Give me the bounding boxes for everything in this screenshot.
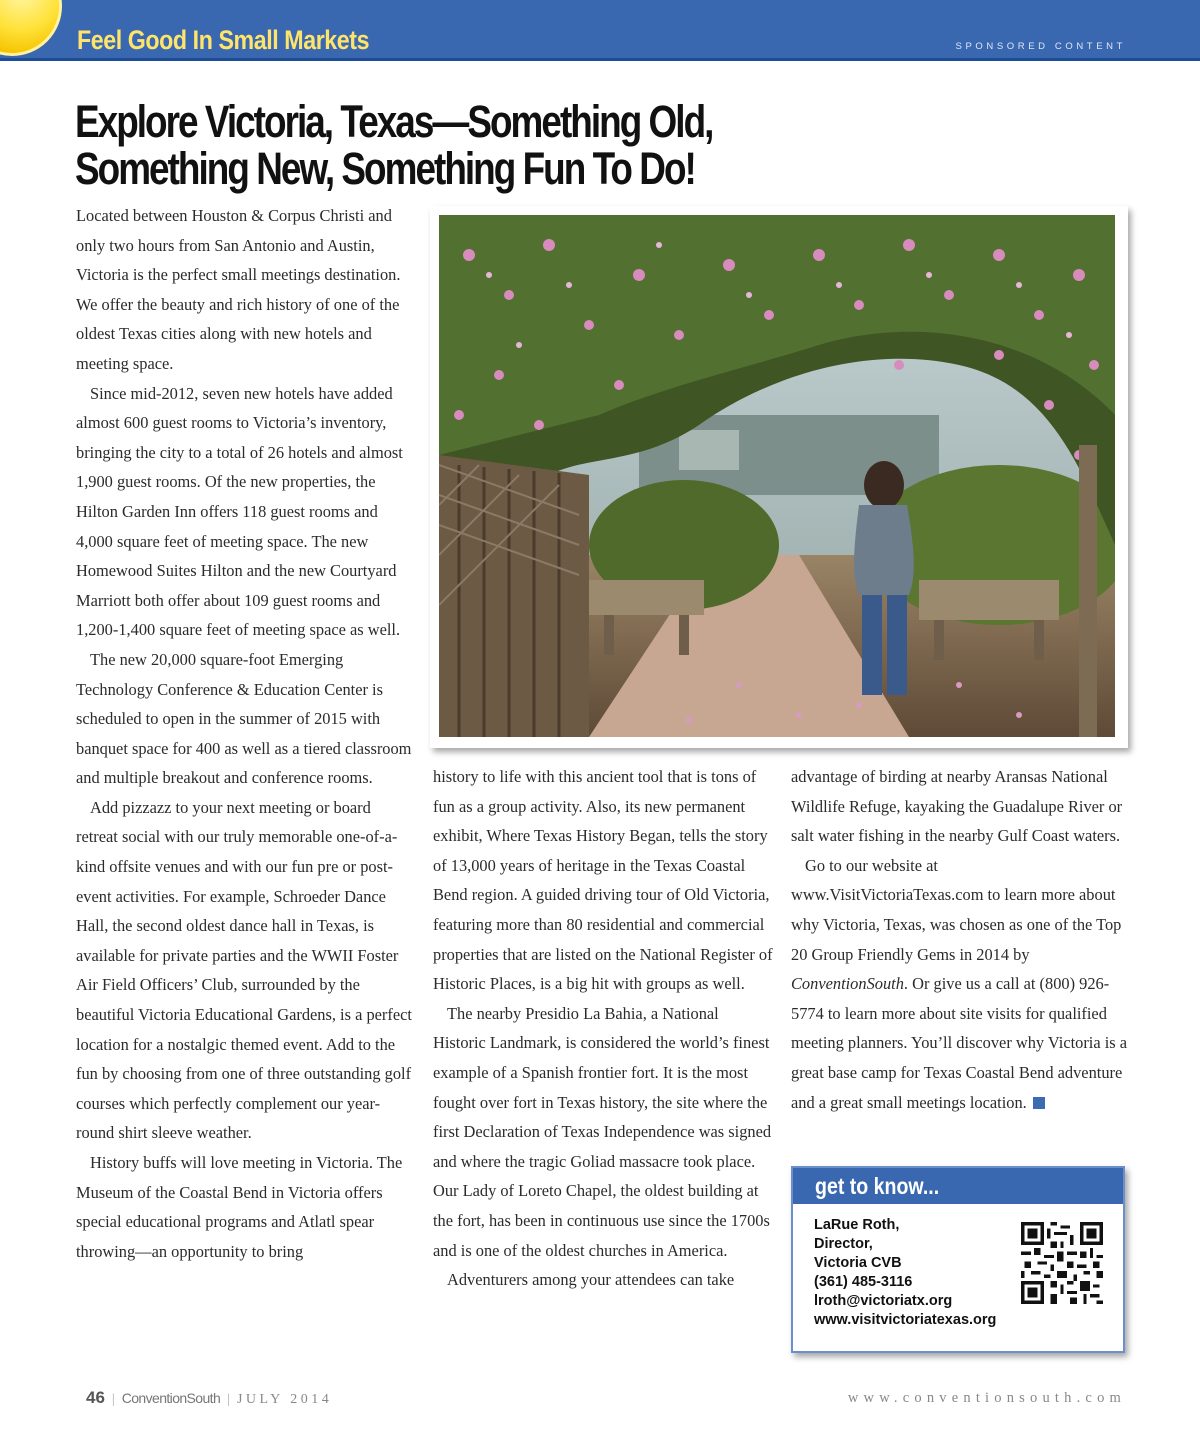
publication-name: ConventionSouth: [121, 1390, 221, 1406]
footer-website[interactable]: www.conventionsouth.com: [847, 1390, 1126, 1406]
paragraph: [791, 851, 1131, 1117]
contact-details: [814, 1216, 996, 1330]
paragraph: Add pizzazz to your next meeting or board retreat social with our truly memorable one-of-a-kind offsite venues and with our fun pre or post-event activities. For example, Schroeder Dance Hall, the second oldest dance hall in Texas, is available for private parties and the WWII Foster Air Field Officers’ Club, surrounded by the beautiful Victoria Educational Gardens, is a perfect location for a nostalgic themed event. Add to the fun by choosing from one of three outstanding golf courses which perfectly complement our year-round shirt sleeve weather.: [76, 797, 412, 1143]
paragraph: advantage of birding at nearby Aransas National Wildlife Refuge, kayaking the Guadalupe River or salt water fishing in the nearby Gulf Coast waters.: [791, 767, 1123, 846]
article-column-2: [433, 762, 773, 1295]
paragraph: The nearby Presidio La Bahia, a National Historic Landmark, is considered the world’s finest example of a Spanish frontier fort. It is the most fought over fort in Texas history, the site where the first Declaration of Texas Independence was signed and where the tragic Goliad massacre took place. Our Lady of Loreto Chapel, the oldest building at the fort, has been in continuous use since the 1700s and is one of the oldest churches in America.: [433, 1003, 772, 1260]
page-number: 46: [86, 1388, 105, 1407]
paragraph: history to life with this ancient tool that is tons of fun as a group activity. Also, its new permanent exhibit, Where Texas History Began, tells the story of 13,000 years of heritage in the Texas Coastal Bend region. A guided driving tour of Old Victoria, featuring more than 80 residential and commercial properties that are listed on the National Register of Historic Places, is a big hit with groups as well.: [433, 767, 773, 994]
footer-left: [86, 1388, 332, 1408]
contact-phone: (361) 485-3116: [814, 1274, 913, 1290]
contact-title: Director,: [814, 1236, 873, 1252]
paragraph: The new 20,000 square-foot Emerging Technology Conference & Education Center is scheduled to open in the summer of 2015 with banquet space for 400 as well as a tiered classroom and multiple breakout and conference rooms.: [76, 649, 412, 788]
contact-website[interactable]: www.visitvictoriatexas.org: [814, 1312, 997, 1328]
qr-code-icon[interactable]: [1021, 1222, 1103, 1304]
paragraph: Adventurers among your attendees can take: [447, 1270, 735, 1290]
paragraph-text: Go to our website at www.VisitVictoriaTexas.com to learn more about why Victoria, Texas, was chosen as one of the Top 20 Group Friendly Gems in 2014 by: [791, 855, 1122, 964]
garden-photo: [439, 215, 1115, 737]
garden-arbor-illustration: [439, 215, 1115, 737]
header-rule: [0, 58, 1200, 61]
article-column-3: [791, 762, 1131, 1117]
contact-name: LaRue Roth,: [814, 1217, 900, 1233]
sponsored-label: SPONSORED CONTENT: [955, 41, 1126, 52]
issue-date: JULY 2014: [236, 1392, 333, 1407]
headline-line-1: Explore Victoria, Texas—Something Old,: [75, 96, 713, 147]
paragraph: Located between Houston & Corpus Christi and only two hours from San Antonio and Austin, Victoria is the perfect small meetings destination. We offer the beauty and rich history of one of the oldest Texas cities along with new hotels and meeting space.: [76, 206, 401, 373]
publication-name: ConventionSouth: [791, 974, 904, 994]
get-to-know-box: [791, 1166, 1125, 1353]
article-column-1: [76, 201, 416, 1266]
contact-organization: Victoria CVB: [814, 1255, 902, 1271]
footer-separator: |: [227, 1392, 230, 1407]
article-headline: [75, 98, 813, 192]
paragraph-text: . Or give us a call at (800) 926-5774 to learn more about site visits for qualified meeting planners. You’ll discover why Victoria is a great base camp for Texas Coastal Bend adventure and a great small meetings location.: [791, 974, 1128, 1112]
paragraph: Since mid-2012, seven new hotels have added almost 600 guest rooms to Victoria’s inventory, bringing the city to a total of 26 hotels and almost 1,900 guest rooms. Of the new properties, the Hilton Garden Inn offers 118 guest rooms and 4,000 square feet of meeting space. The new Homewood Suites Hilton and the new Courtyard Marriott both offer about 109 guest rooms and 1,200-1,400 square feet of meeting space as well.: [76, 383, 403, 640]
garden-photo-frame: [430, 206, 1128, 748]
footer-separator: |: [111, 1392, 115, 1407]
headline-line-2: Something New, Something Fun To Do!: [75, 143, 695, 194]
contact-email[interactable]: lroth@victoriatx.org: [814, 1293, 953, 1309]
get-to-know-title: get to know...: [815, 1173, 940, 1199]
section-title: Feel Good In Small Markets: [77, 25, 370, 55]
get-to-know-header: [793, 1168, 1123, 1204]
end-mark-icon: [1033, 1097, 1045, 1109]
paragraph: History buffs will love meeting in Victoria. The Museum of the Coastal Bend in Victoria offers special educational programs and Atlatl spear throwing—an opportunity to bring: [76, 1153, 403, 1261]
